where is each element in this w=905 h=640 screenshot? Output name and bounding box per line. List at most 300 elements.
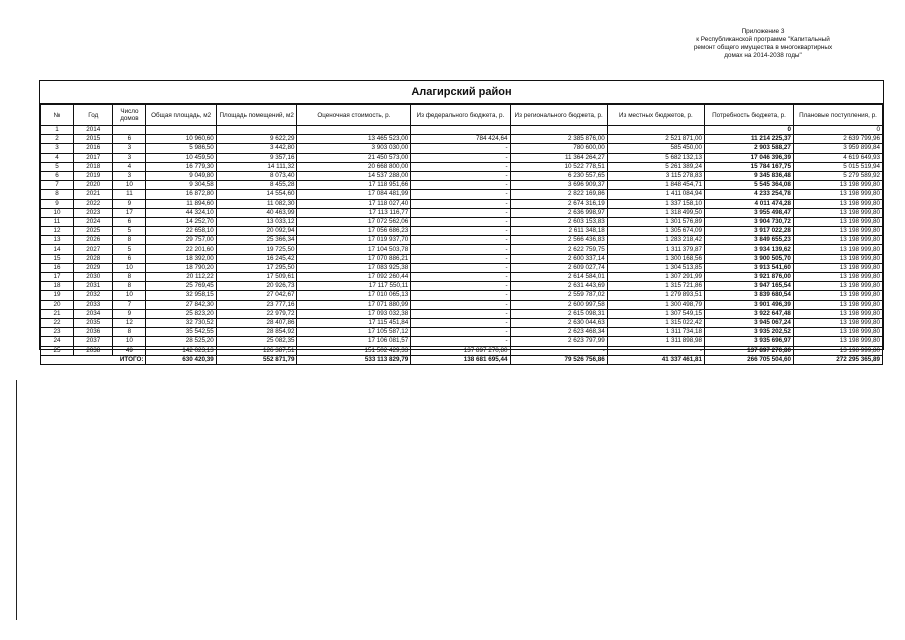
table-cell: 28 525,20 — [146, 337, 216, 346]
table-cell: 20 092,94 — [216, 227, 297, 236]
table-cell: 9 304,58 — [146, 181, 216, 190]
table-cell: - — [411, 162, 510, 171]
table-cell: 2036 — [74, 328, 113, 337]
table-cell — [510, 126, 607, 135]
table-row — [41, 208, 883, 217]
table-cell: 5 545 364,08 — [705, 181, 794, 190]
table-row — [41, 245, 883, 254]
column-header: Потребность бюджета, р. — [705, 105, 794, 126]
table-cell: 2014 — [74, 126, 113, 135]
table-row — [41, 300, 883, 309]
table-cell: 1 318 499,50 — [607, 208, 704, 217]
table-cell: 24 — [41, 337, 74, 346]
table-cell: 5 986,50 — [146, 144, 216, 153]
table-cell: 17 010 065,13 — [297, 291, 411, 300]
table-cell: 17 071 880,99 — [297, 300, 411, 309]
table-cell: - — [411, 236, 510, 245]
table-cell: 13 198 999,80 — [793, 282, 882, 291]
table-cell: 3 921 876,00 — [705, 273, 794, 282]
table-cell: 11 364 264,27 — [510, 153, 607, 162]
total-cell: 552 871,79 — [216, 355, 297, 364]
table-cell: 0 — [793, 126, 882, 135]
table-cell: 1 300 498,79 — [607, 300, 704, 309]
table-cell: 2032 — [74, 291, 113, 300]
table-cell: 13 198 999,80 — [793, 263, 882, 272]
table-cell: 18 392,00 — [146, 254, 216, 263]
table-row — [41, 318, 883, 327]
table-cell: 10 — [113, 181, 146, 190]
table-cell: - — [411, 337, 510, 346]
table-cell: 13 198 999,80 — [793, 199, 882, 208]
table-cell: 11 — [113, 190, 146, 199]
table-cell: 7 — [41, 181, 74, 190]
table-cell: 5 279 589,92 — [793, 171, 882, 180]
table-cell — [411, 126, 510, 135]
table-cell: - — [607, 346, 704, 355]
table-cell: 25 — [41, 346, 74, 355]
total-cell: 79 526 756,86 — [510, 355, 607, 364]
table-cell: - — [411, 227, 510, 236]
table-cell: 17 092 260,44 — [297, 273, 411, 282]
table-cell: 2 385 876,00 — [510, 135, 607, 144]
table-cell: 2028 — [74, 254, 113, 263]
table-cell: 3 935 202,52 — [705, 328, 794, 337]
table-cell: 3 935 696,97 — [705, 337, 794, 346]
table-cell: 2 521 871,00 — [607, 135, 704, 144]
table-cell: 2026 — [74, 236, 113, 245]
table-cell: 2 609 027,74 — [510, 263, 607, 272]
table-cell: 17 019 937,70 — [297, 236, 411, 245]
table-cell: 8 455,28 — [216, 181, 297, 190]
appendix-note-line: к Республиканской программе "Капитальный — [696, 36, 830, 43]
table-cell: 3 442,80 — [216, 144, 297, 153]
table-cell: 1 411 084,94 — [607, 190, 704, 199]
table-cell: 2 674 316,19 — [510, 199, 607, 208]
table-cell: 19 — [41, 291, 74, 300]
table-cell: 25 769,45 — [146, 282, 216, 291]
table-cell: 20 926,73 — [216, 282, 297, 291]
table-cell: 11 894,60 — [146, 199, 216, 208]
table-cell: 17 — [113, 208, 146, 217]
table-cell: 2029 — [74, 263, 113, 272]
column-header: Оценочная стоимость, р. — [297, 105, 411, 126]
total-cell: 630 420,39 — [146, 355, 216, 364]
table-cell: 4 — [41, 153, 74, 162]
table-cell: 9 345 836,48 — [705, 171, 794, 180]
table-cell: 3 — [113, 153, 146, 162]
appendix-note-line: ремонт общего имущества в многоквартирных — [693, 44, 833, 51]
table-cell: 13 033,12 — [216, 217, 297, 226]
table-cell: 3 934 139,62 — [705, 245, 794, 254]
table-cell: 13 465 523,00 — [297, 135, 411, 144]
table-cell: 2016 — [74, 144, 113, 153]
column-header: Число домов — [113, 105, 146, 126]
table-cell: 6 — [113, 254, 146, 263]
table-cell: - — [411, 273, 510, 282]
table-cell: 17 070 886,21 — [297, 254, 411, 263]
table-cell: 126 387,51 — [216, 346, 297, 355]
table-cell: 1 305 674,09 — [607, 227, 704, 236]
table-cell: 17 — [41, 273, 74, 282]
table-cell: 4 011 474,28 — [705, 199, 794, 208]
table-cell: 2020 — [74, 181, 113, 190]
table-cell: 20 — [41, 300, 74, 309]
table-cell: 17 105 587,12 — [297, 328, 411, 337]
table-cell: 151 502 429,33 — [297, 346, 411, 355]
table-cell: 17 106 081,57 — [297, 337, 411, 346]
table-cell: 2015 — [74, 135, 113, 144]
table-cell: 14 554,60 — [216, 190, 297, 199]
table-cell: 1 311 898,98 — [607, 337, 704, 346]
table-row — [41, 190, 883, 199]
table-cell: 15 784 167,75 — [705, 162, 794, 171]
table-cell: 780 600,00 — [510, 144, 607, 153]
table-cell: 17 118 951,66 — [297, 181, 411, 190]
table-cell: 8 — [113, 282, 146, 291]
table-cell: 8 073,40 — [216, 171, 297, 180]
table-cell: 10 — [113, 263, 146, 272]
table-row — [41, 126, 883, 135]
table-row — [41, 282, 883, 291]
table-cell: 10 — [41, 208, 74, 217]
table-cell: 49 — [113, 346, 146, 355]
table-row — [41, 199, 883, 208]
table-cell: 5 — [113, 227, 146, 236]
table-cell: - — [411, 309, 510, 318]
table-cell: 13 198 999,80 — [793, 300, 882, 309]
table-cell: 2 600 337,14 — [510, 254, 607, 263]
table-cell: 2 639 799,96 — [793, 135, 882, 144]
column-header: Из местных бюджетов, р. — [607, 105, 704, 126]
table-row — [41, 171, 883, 180]
table-cell: 27 042,67 — [216, 291, 297, 300]
table-cell: - — [411, 245, 510, 254]
table-cell: 22 658,10 — [146, 227, 216, 236]
table-cell: 16 — [41, 263, 74, 272]
table-cell: 13 198 999,80 — [793, 318, 882, 327]
table-cell: 2022 — [74, 199, 113, 208]
table-cell: 20 668 800,00 — [297, 162, 411, 171]
table-cell: 17 072 562,06 — [297, 217, 411, 226]
table-cell: 2 600 997,58 — [510, 300, 607, 309]
table-cell: 3 839 680,54 — [705, 291, 794, 300]
table-cell: 9 622,29 — [216, 135, 297, 144]
table-cell: 1 311 734,18 — [607, 328, 704, 337]
table-cell: 17 115 451,84 — [297, 318, 411, 327]
column-header: № — [41, 105, 74, 126]
table-cell: 2 622 759,75 — [510, 245, 607, 254]
table-cell: 2 630 044,63 — [510, 318, 607, 327]
table-cell: 3 913 541,60 — [705, 263, 794, 272]
total-row — [41, 355, 883, 364]
table-cell: 13 198 999,80 — [793, 181, 882, 190]
table-cell: 17 104 503,78 — [297, 245, 411, 254]
table-row — [41, 181, 883, 190]
table-row — [41, 291, 883, 300]
table-cell: 585 450,00 — [607, 144, 704, 153]
table-cell: 23 777,16 — [216, 300, 297, 309]
table-cell: 10 — [113, 337, 146, 346]
table-cell: 21 450 573,00 — [297, 153, 411, 162]
table-cell: 21 — [41, 309, 74, 318]
table-cell: 4 233 254,78 — [705, 190, 794, 199]
table-row — [41, 254, 883, 263]
table-row — [41, 135, 883, 144]
table-row — [41, 144, 883, 153]
table-cell: 2 603 153,83 — [510, 217, 607, 226]
table-cell: - — [411, 263, 510, 272]
table-cell: 12 — [113, 318, 146, 327]
table-cell — [297, 126, 411, 135]
table-cell: 3 917 022,28 — [705, 227, 794, 236]
table-cell: 2018 — [74, 162, 113, 171]
table-cell: 16 779,30 — [146, 162, 216, 171]
table-cell: 2033 — [74, 300, 113, 309]
table-cell: 142 023,13 — [146, 346, 216, 355]
table-cell: 3 — [113, 144, 146, 153]
table-cell: 13 198 999,80 — [793, 337, 882, 346]
table-row — [41, 227, 883, 236]
table-cell: 6 230 557,65 — [510, 171, 607, 180]
table-cell: 11 082,30 — [216, 199, 297, 208]
table-cell: 2031 — [74, 282, 113, 291]
table-title: Алагирский район — [40, 81, 883, 104]
table-cell: 32 958,15 — [146, 291, 216, 300]
table-row — [41, 273, 883, 282]
table-cell: 9 357,16 — [216, 153, 297, 162]
table-cell: 17 046 396,39 — [705, 153, 794, 162]
table-cell: 13 198 999,80 — [793, 217, 882, 226]
table-cell: 2 559 787,02 — [510, 291, 607, 300]
appendix-note — [653, 28, 873, 60]
table-cell: 23 — [41, 328, 74, 337]
table-cell: - — [411, 153, 510, 162]
table-cell: 6 — [41, 171, 74, 180]
table-cell: 2 611 348,18 — [510, 227, 607, 236]
table-cell: 13 198 999,80 — [793, 208, 882, 217]
table-cell: 13 198 999,80 — [793, 346, 882, 355]
table-cell: 2 636 998,97 — [510, 208, 607, 217]
table-row — [41, 263, 883, 272]
table-cell: 5 — [113, 245, 146, 254]
table-cell: 28 854,92 — [216, 328, 297, 337]
table-header-row — [41, 105, 883, 126]
table-cell: 5 682 132,13 — [607, 153, 704, 162]
appendix-note-line: Приложение 3 — [741, 28, 785, 35]
total-cell: 533 113 829,79 — [297, 355, 411, 364]
table-cell: 17 295,50 — [216, 263, 297, 272]
table-cell: 2 623 468,34 — [510, 328, 607, 337]
table-cell: - — [411, 282, 510, 291]
table-cell: 10 — [113, 291, 146, 300]
table-cell: 8 — [113, 236, 146, 245]
table-cell: 29 757,00 — [146, 236, 216, 245]
table-body — [41, 126, 883, 365]
table-cell: - — [411, 254, 510, 263]
table-cell: 3 904 730,72 — [705, 217, 794, 226]
table-cell: 0 — [705, 126, 794, 135]
table-cell: 3 945 067,24 — [705, 318, 794, 327]
page-edge-line — [16, 380, 17, 620]
table-cell: 9 — [113, 199, 146, 208]
table-cell: 2038 — [74, 346, 113, 355]
table-cell — [113, 126, 146, 135]
table-cell: 18 — [41, 282, 74, 291]
table-cell: 1 283 218,42 — [607, 236, 704, 245]
table-cell: 17 117 550,11 — [297, 282, 411, 291]
table-cell: 1 848 454,71 — [607, 181, 704, 190]
table-cell: 25 082,35 — [216, 337, 297, 346]
table-cell: 3 115 278,83 — [607, 171, 704, 180]
total-cell: 138 681 695,44 — [411, 355, 510, 364]
table-cell: 25 823,20 — [146, 309, 216, 318]
table-cell: 13 198 999,80 — [793, 254, 882, 263]
table-cell: 13 198 999,80 — [793, 245, 882, 254]
table-cell: 1 315 022,42 — [607, 318, 704, 327]
table-cell: 22 — [41, 318, 74, 327]
table-row — [41, 328, 883, 337]
table-cell: 2017 — [74, 153, 113, 162]
column-header: Общая площадь, м2 — [146, 105, 216, 126]
table-cell: 32 730,52 — [146, 318, 216, 327]
table-cell: 27 842,30 — [146, 300, 216, 309]
table-cell: 2 631 443,69 — [510, 282, 607, 291]
table-cell: 13 198 999,80 — [793, 328, 882, 337]
table-cell: - — [411, 300, 510, 309]
table-cell: - — [411, 318, 510, 327]
table-cell: 12 — [41, 227, 74, 236]
table-cell: - — [411, 217, 510, 226]
table-cell: - — [411, 171, 510, 180]
table-cell: 137 897 270,80 — [411, 346, 510, 355]
table-cell: 10 459,50 — [146, 153, 216, 162]
table-cell: 13 — [41, 236, 74, 245]
table-cell: 28 407,86 — [216, 318, 297, 327]
table-cell: 3 849 655,23 — [705, 236, 794, 245]
table-cell: 137 897 270,80 — [705, 346, 794, 355]
table-cell: - — [510, 346, 607, 355]
table-cell: - — [411, 291, 510, 300]
table-cell: 10 960,60 — [146, 135, 216, 144]
table-cell: 7 — [113, 300, 146, 309]
table-cell: - — [411, 181, 510, 190]
table-cell: 2023 — [74, 208, 113, 217]
table-cell: 44 324,10 — [146, 208, 216, 217]
table-cell: 10 522 778,51 — [510, 162, 607, 171]
table-cell: 2019 — [74, 171, 113, 180]
table-cell: 3 959 899,84 — [793, 144, 882, 153]
budget-table — [40, 104, 883, 365]
table-cell: 8 — [113, 273, 146, 282]
table-cell: - — [411, 328, 510, 337]
table-cell: 5 — [41, 162, 74, 171]
table-cell: 1 311 379,87 — [607, 245, 704, 254]
table-cell: 2 822 169,86 — [510, 190, 607, 199]
total-cell: 272 295 365,89 — [793, 355, 882, 364]
table-cell: 22 201,60 — [146, 245, 216, 254]
table-cell: 16 872,80 — [146, 190, 216, 199]
table-cell: 2 623 797,99 — [510, 337, 607, 346]
table-cell: 11 — [41, 217, 74, 226]
table-cell: - — [411, 199, 510, 208]
column-header: Из федерального бюджета, р. — [411, 105, 510, 126]
table-cell: 2027 — [74, 245, 113, 254]
table-cell: 6 — [113, 217, 146, 226]
table-cell: 2 — [41, 135, 74, 144]
table-cell: 17 056 686,23 — [297, 227, 411, 236]
table-row — [41, 236, 883, 245]
table-cell: 18 790,20 — [146, 263, 216, 272]
table-cell: 17 084 481,99 — [297, 190, 411, 199]
table-cell: 17 083 925,38 — [297, 263, 411, 272]
table-cell: 1 337 158,10 — [607, 199, 704, 208]
total-cell: 41 337 461,81 — [607, 355, 704, 364]
table-cell: 3 — [113, 171, 146, 180]
table-cell: 784 424,64 — [411, 135, 510, 144]
table-cell: 2 566 436,83 — [510, 236, 607, 245]
table-row — [41, 162, 883, 171]
table-cell: 2025 — [74, 227, 113, 236]
table-cell: - — [411, 190, 510, 199]
column-header: Плановые поступления, р. — [793, 105, 882, 126]
table-cell: 13 198 999,80 — [793, 309, 882, 318]
table-cell: 8 — [41, 190, 74, 199]
table-cell: 40 463,99 — [216, 208, 297, 217]
table-cell: 1 307 549,15 — [607, 309, 704, 318]
table-cell: 17 509,61 — [216, 273, 297, 282]
table-cell: 14 111,32 — [216, 162, 297, 171]
table-cell: 3 955 498,47 — [705, 208, 794, 217]
table-cell: 16 245,42 — [216, 254, 297, 263]
column-header: Площадь помещений, м2 — [216, 105, 297, 126]
district-table — [39, 80, 884, 363]
table-cell: 3 903 030,00 — [297, 144, 411, 153]
table-cell — [146, 126, 216, 135]
table-cell: 25 366,34 — [216, 236, 297, 245]
table-cell: 19 725,50 — [216, 245, 297, 254]
table-row — [41, 217, 883, 226]
table-cell: 2034 — [74, 309, 113, 318]
table-cell: 2 615 098,31 — [510, 309, 607, 318]
table-cell: 13 198 999,80 — [793, 190, 882, 199]
table-cell: 3 900 505,70 — [705, 254, 794, 263]
table-cell: 5 261 389,24 — [607, 162, 704, 171]
table-cell: 1 279 893,51 — [607, 291, 704, 300]
table-cell: - — [411, 144, 510, 153]
table-cell: 14 537 288,00 — [297, 171, 411, 180]
table-cell: 14 — [41, 245, 74, 254]
table-cell: 13 198 999,80 — [793, 273, 882, 282]
table-cell: 2037 — [74, 337, 113, 346]
table-cell: 13 198 999,80 — [793, 227, 882, 236]
table-cell: 3 — [41, 144, 74, 153]
table-cell: 2 614 584,01 — [510, 273, 607, 282]
table-cell: - — [411, 208, 510, 217]
table-cell: 11 214 225,37 — [705, 135, 794, 144]
table-cell: 22 979,72 — [216, 309, 297, 318]
table-cell: 13 198 999,80 — [793, 291, 882, 300]
table-cell: 20 112,22 — [146, 273, 216, 282]
table-row — [41, 153, 883, 162]
table-cell: 1 300 168,56 — [607, 254, 704, 263]
table-cell: 3 947 165,54 — [705, 282, 794, 291]
total-cell: 266 705 504,60 — [705, 355, 794, 364]
table-cell — [216, 126, 297, 135]
table-cell: 14 252,70 — [146, 217, 216, 226]
table-cell: 1 315 721,86 — [607, 282, 704, 291]
table-cell: 3 901 496,39 — [705, 300, 794, 309]
table-cell: 4 — [113, 162, 146, 171]
